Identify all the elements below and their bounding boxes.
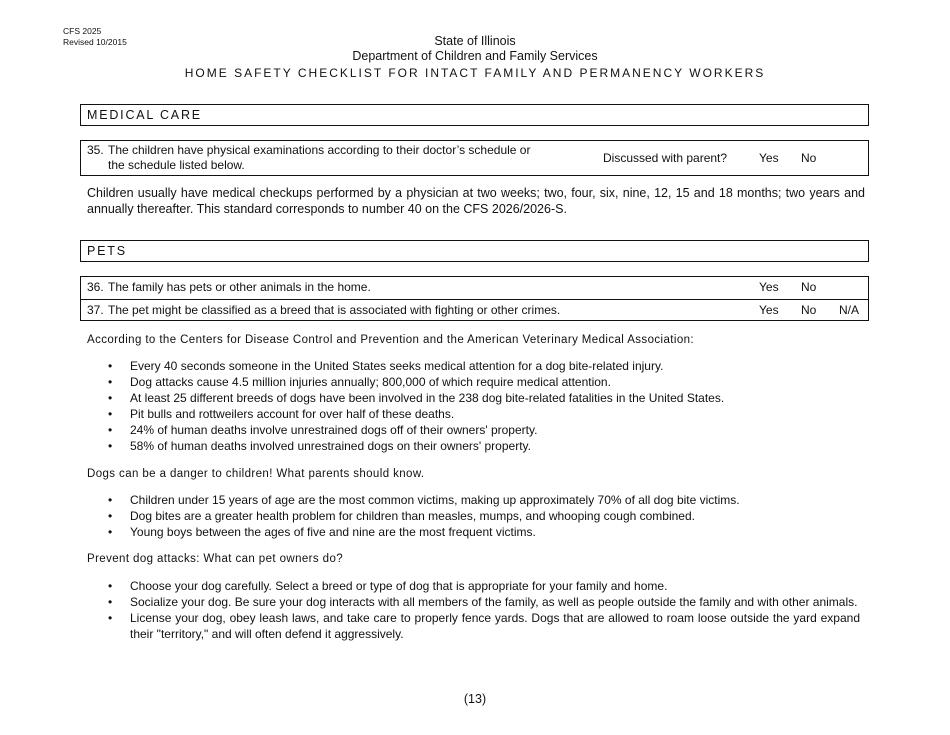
question-35-yes-option[interactable]: Yes xyxy=(759,151,779,165)
section-heading-medical-care: MEDICAL CARE xyxy=(80,104,869,126)
question-36-text: The family has pets or other animals in the home. xyxy=(108,280,371,294)
list-item-text: Choose your dog carefully. Select a breed or type of dog that is appropriate for your family and home. xyxy=(130,579,668,593)
list-item xyxy=(108,390,860,406)
parents-intro: Dogs can be a danger to children! What parents should know. xyxy=(87,468,425,480)
question-35-no-option[interactable]: No xyxy=(801,151,817,165)
question-37 xyxy=(81,300,868,321)
question-35-line-1: The children have physical examinations according to their doctor’s schedule or xyxy=(108,143,531,157)
section-heading-pets: PETS xyxy=(80,240,869,262)
page-title: HOME SAFETY CHECKLIST FOR INTACT FAMILY AND PERMANENCY WORKERS xyxy=(184,66,766,80)
bullet-icon: • xyxy=(108,439,113,453)
bullet-icon: • xyxy=(108,423,113,437)
list-item xyxy=(108,374,860,390)
question-37-text: The pet might be classified as a breed that is associated with fighting or other crimes. xyxy=(108,303,561,317)
cdc-intro: According to the Centers for Disease Control and Prevention and the American Veterinary Medical Association: xyxy=(87,334,695,346)
list-item xyxy=(108,406,860,422)
list-item xyxy=(108,610,860,642)
question-35-number: 35. xyxy=(87,143,104,157)
page-number: (13) xyxy=(463,692,487,706)
owners-intro: Prevent dog attacks: What can pet owners do? xyxy=(87,553,344,565)
list-item-text: At least 25 different breeds of dogs have been involved in the 238 dog bite-related fatalities in the United States. xyxy=(130,391,725,405)
child-risk-list xyxy=(108,492,860,540)
list-item xyxy=(108,594,860,610)
list-item-text: 24% of human deaths involve unrestrained dogs off of their owners' property. xyxy=(130,423,538,437)
prevention-list xyxy=(108,578,860,642)
bullet-icon: • xyxy=(108,525,113,539)
list-item-text: Dog attacks cause 4.5 million injuries annually; 800,000 of which require medical attention. xyxy=(130,375,611,389)
list-item xyxy=(108,438,860,454)
question-36 xyxy=(81,277,868,300)
medical-checkup-paragraph: Children usually have medical checkups performed by a physician at two weeks; two, four, six, nine, 12, 15 and 18 months; two years and annually thereafter. This standard corresponds to number 40 on the CFS 2026/2026-S. xyxy=(87,186,865,216)
bullet-icon: • xyxy=(108,407,113,421)
bullet-icon: • xyxy=(108,579,113,593)
list-item-text: Pit bulls and rottweilers account for over half of these deaths. xyxy=(130,407,455,421)
dog-bite-facts-list xyxy=(108,358,860,454)
list-item xyxy=(108,578,860,594)
bullet-icon: • xyxy=(108,391,113,405)
form-revised: Revised 10/2015 xyxy=(63,37,127,47)
department-name: Department of Children and Family Services xyxy=(352,49,598,63)
list-item xyxy=(108,524,860,540)
question-37-na-option[interactable]: N/A xyxy=(839,303,860,317)
question-36-yes-option[interactable]: Yes xyxy=(759,280,779,294)
list-item-text: Children under 15 years of age are the most common victims, making up approximately 70% of all dog bite victims. xyxy=(130,493,740,507)
question-36-no-option[interactable]: No xyxy=(801,280,817,294)
question-35-line-2: the schedule listed below. xyxy=(108,158,245,172)
list-item-text: Socialize your dog. Be sure your dog interacts with all members of the family, as well as people outside the family and with other animals. xyxy=(130,595,858,609)
bullet-icon: • xyxy=(108,595,113,609)
list-item xyxy=(108,492,860,508)
form-code: CFS 2025 xyxy=(63,26,102,36)
bullet-icon: • xyxy=(108,493,113,507)
list-item xyxy=(108,508,860,524)
list-item xyxy=(108,358,860,374)
bullet-icon: • xyxy=(108,611,113,625)
question-37-number: 37. xyxy=(87,303,104,317)
bullet-icon: • xyxy=(108,509,113,523)
question-37-yes-option[interactable]: Yes xyxy=(759,303,779,317)
question-37-no-option[interactable]: No xyxy=(801,303,817,317)
page-header xyxy=(0,34,950,81)
question-36-number: 36. xyxy=(87,280,104,294)
list-item-text: Dog bites are a greater health problem for children than measles, mumps, and whooping cough combined. xyxy=(130,509,695,523)
list-item-text: License your dog, obey leash laws, and take care to properly fence yards. Dogs that are allowed to roam loose outside the yard expand their "territory," and will often defend it aggressively. xyxy=(130,611,860,641)
list-item-text: Every 40 seconds someone in the United States seeks medical attention for a dog bite-related injury. xyxy=(130,359,664,373)
question-35-discussed-label: Discussed with parent? xyxy=(603,151,728,165)
question-35-box xyxy=(80,140,869,176)
bullet-icon: • xyxy=(108,375,113,389)
state-name: State of Illinois xyxy=(434,34,516,48)
list-item-text: 58% of human deaths involved unrestrained dogs on their owners' property. xyxy=(130,439,531,453)
pets-questions-box xyxy=(80,276,869,321)
list-item-text: Young boys between the ages of five and nine are the most frequent victims. xyxy=(130,525,536,539)
list-item xyxy=(108,422,860,438)
bullet-icon: • xyxy=(108,359,113,373)
